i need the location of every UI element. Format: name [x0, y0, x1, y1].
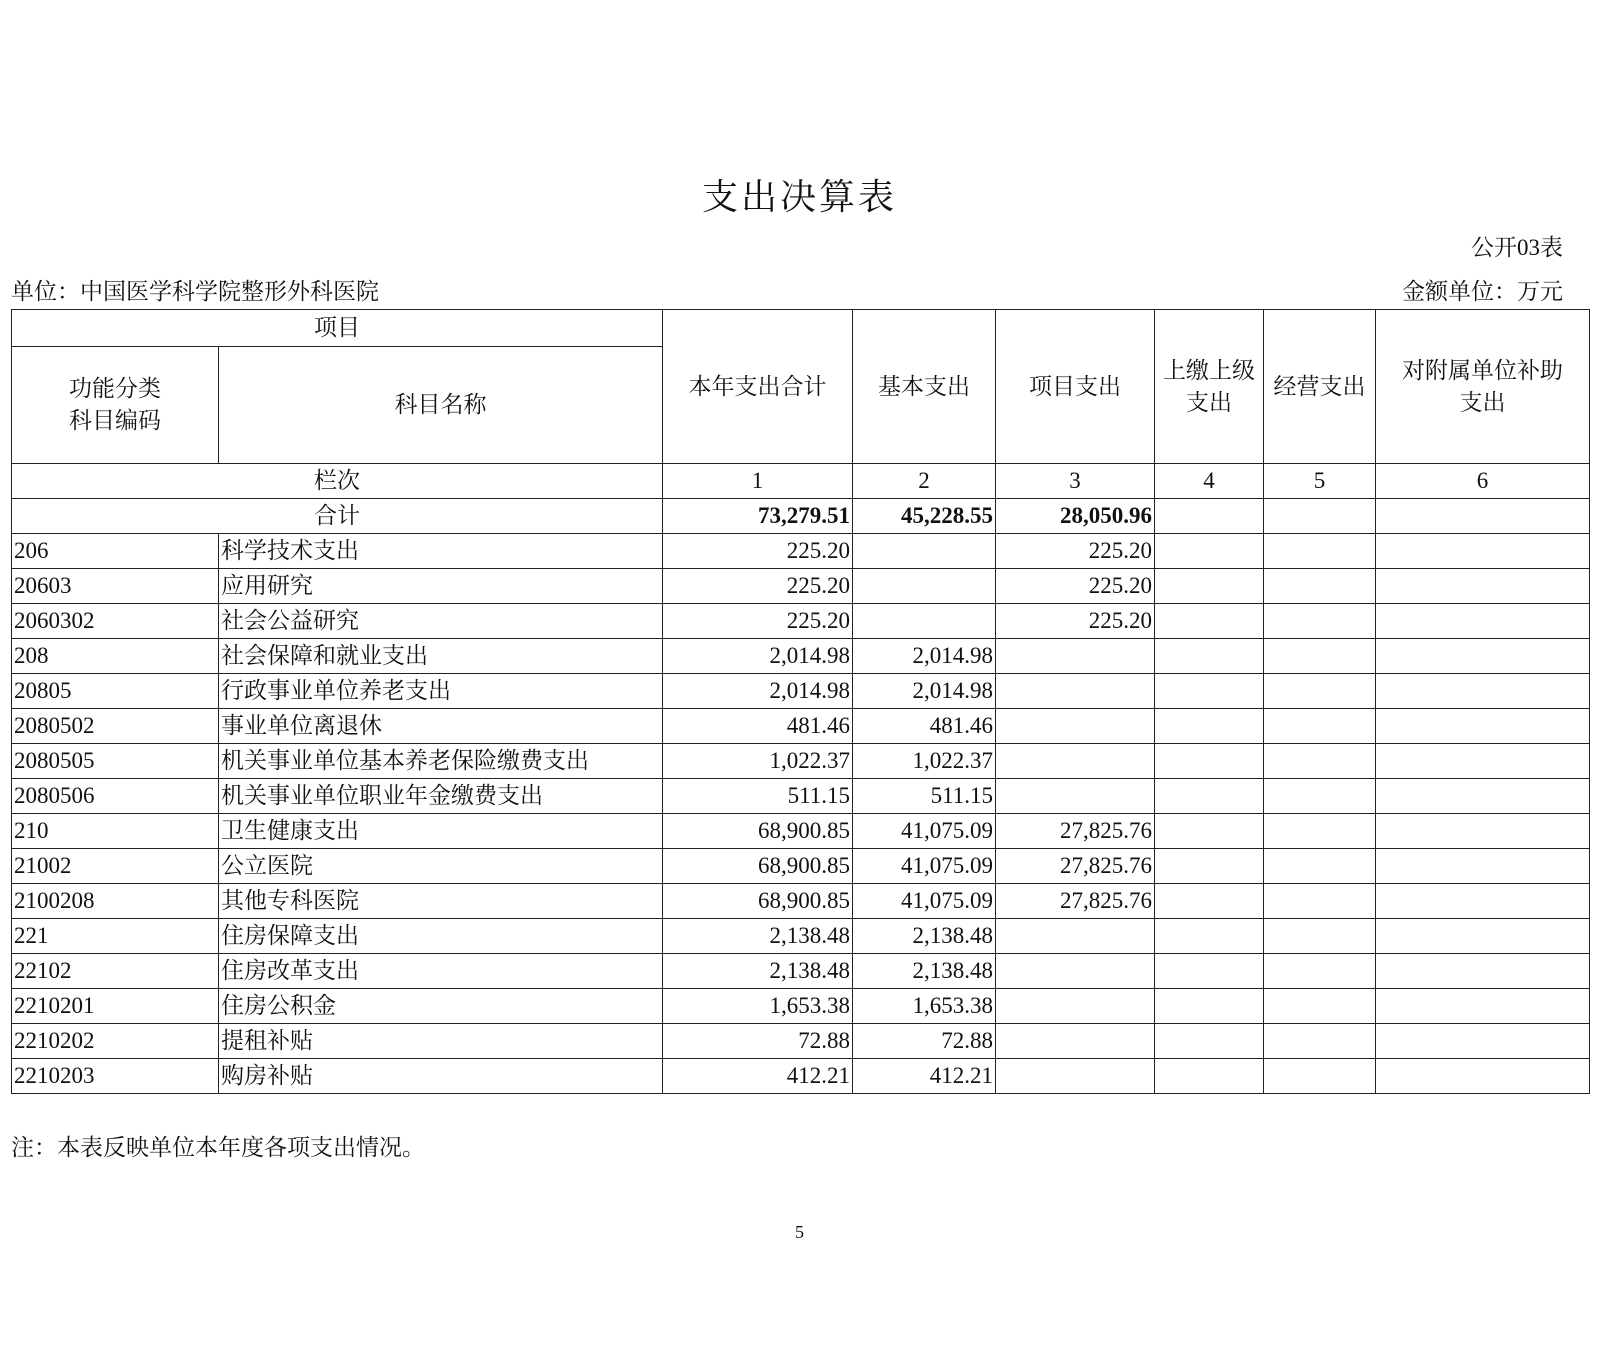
row-upper [1155, 814, 1264, 849]
row-upper [1155, 919, 1264, 954]
row-basic: 511.15 [853, 779, 996, 814]
header-upper-line2: 支出 [1186, 389, 1232, 415]
row-code: 20805 [12, 674, 219, 709]
total-subsidy [1376, 499, 1590, 534]
total-label: 合计 [12, 499, 663, 534]
row-code: 2210201 [12, 989, 219, 1024]
row-upper [1155, 954, 1264, 989]
header-func-code-line1: 功能分类 [69, 376, 161, 401]
row-total: 1,653.38 [663, 989, 853, 1024]
total-total: 73,279.51 [663, 499, 853, 534]
row-project [996, 1059, 1155, 1094]
page-title: 支出决算表 [701, 177, 897, 217]
header-lanci: 栏次 [12, 464, 663, 499]
total-row [12, 499, 1590, 534]
row-subject-name: 公立医院 [219, 849, 663, 884]
row-business [1264, 1059, 1376, 1094]
table-row [12, 744, 1590, 779]
col-num-3: 3 [996, 464, 1155, 499]
row-business [1264, 604, 1376, 639]
row-subject-name: 住房公积金 [219, 989, 663, 1024]
row-basic: 481.46 [853, 709, 996, 744]
row-basic: 2,138.48 [853, 954, 996, 989]
row-project [996, 919, 1155, 954]
table-row [12, 639, 1590, 674]
header-item: 项目 [12, 310, 663, 347]
header-func-code-line2: 科目编码 [69, 408, 161, 433]
table-row [12, 884, 1590, 919]
row-project: 27,825.76 [996, 884, 1155, 919]
row-total: 225.20 [663, 534, 853, 569]
row-total: 481.46 [663, 709, 853, 744]
row-subject-name: 机关事业单位职业年金缴费支出 [219, 779, 663, 814]
row-subject-name: 提租补贴 [219, 1024, 663, 1059]
row-subsidy [1376, 674, 1590, 709]
row-upper [1155, 709, 1264, 744]
row-subject-name: 行政事业单位养老支出 [219, 674, 663, 709]
row-subsidy [1376, 989, 1590, 1024]
table-note: 注：本表反映单位本年度各项支出情况。 [11, 1135, 425, 1160]
row-basic: 72.88 [853, 1024, 996, 1059]
row-upper [1155, 849, 1264, 884]
row-code: 22102 [12, 954, 219, 989]
header-subsidy-line1: 对附属单位补助 [1402, 357, 1563, 383]
row-business [1264, 569, 1376, 604]
row-project [996, 954, 1155, 989]
table-row [12, 919, 1590, 954]
header-project: 项目支出 [996, 310, 1155, 464]
row-subject-name: 机关事业单位基本养老保险缴费支出 [219, 744, 663, 779]
row-subsidy [1376, 639, 1590, 674]
row-business [1264, 954, 1376, 989]
row-business [1264, 814, 1376, 849]
row-basic: 2,014.98 [853, 639, 996, 674]
row-upper [1155, 989, 1264, 1024]
row-code: 2210202 [12, 1024, 219, 1059]
row-upper [1155, 884, 1264, 919]
total-project: 28,050.96 [996, 499, 1155, 534]
row-project: 27,825.76 [996, 814, 1155, 849]
row-code: 208 [12, 639, 219, 674]
row-subsidy [1376, 849, 1590, 884]
row-total: 412.21 [663, 1059, 853, 1094]
table-row [12, 1024, 1590, 1059]
table-row [12, 779, 1590, 814]
row-total: 2,138.48 [663, 919, 853, 954]
row-subsidy [1376, 814, 1590, 849]
row-upper [1155, 639, 1264, 674]
table-row [12, 604, 1590, 639]
row-total: 2,138.48 [663, 954, 853, 989]
row-project: 225.20 [996, 569, 1155, 604]
row-upper [1155, 744, 1264, 779]
header-business: 经营支出 [1264, 310, 1376, 464]
page-number: 5 [795, 1222, 804, 1242]
total-basic: 45,228.55 [853, 499, 996, 534]
header-subsidy-line2: 支出 [1459, 389, 1506, 415]
row-total: 2,014.98 [663, 639, 853, 674]
row-business [1264, 709, 1376, 744]
row-code: 206 [12, 534, 219, 569]
row-business [1264, 534, 1376, 569]
row-subject-name: 住房保障支出 [219, 919, 663, 954]
row-code: 2210203 [12, 1059, 219, 1094]
row-subsidy [1376, 709, 1590, 744]
row-code: 2080502 [12, 709, 219, 744]
row-subsidy [1376, 744, 1590, 779]
row-basic: 2,138.48 [853, 919, 996, 954]
row-subsidy [1376, 534, 1590, 569]
row-total: 511.15 [663, 779, 853, 814]
row-upper [1155, 604, 1264, 639]
header-subsidy [1376, 310, 1590, 464]
row-subject-name: 应用研究 [219, 569, 663, 604]
row-project [996, 989, 1155, 1024]
row-subject-name: 社会保障和就业支出 [219, 639, 663, 674]
form-number: 公开03表 [1471, 235, 1563, 260]
table-row [12, 569, 1590, 604]
row-business [1264, 639, 1376, 674]
table-row [12, 814, 1590, 849]
row-project [996, 639, 1155, 674]
row-upper [1155, 569, 1264, 604]
table-row [12, 1059, 1590, 1094]
row-subsidy [1376, 919, 1590, 954]
row-business [1264, 849, 1376, 884]
row-upper [1155, 1024, 1264, 1059]
row-basic [853, 534, 996, 569]
reporting-unit: 单位：中国医学科学院整形外科医院 [11, 279, 379, 304]
row-total: 72.88 [663, 1024, 853, 1059]
row-project [996, 674, 1155, 709]
total-business [1264, 499, 1376, 534]
row-subject-name: 事业单位离退休 [219, 709, 663, 744]
row-business [1264, 779, 1376, 814]
row-total: 225.20 [663, 569, 853, 604]
col-num-6: 6 [1376, 464, 1590, 499]
row-project [996, 709, 1155, 744]
table-row [12, 534, 1590, 569]
row-upper [1155, 1059, 1264, 1094]
row-subject-name: 社会公益研究 [219, 604, 663, 639]
table-row [12, 849, 1590, 884]
row-basic: 41,075.09 [853, 849, 996, 884]
row-upper [1155, 534, 1264, 569]
row-basic: 1,022.37 [853, 744, 996, 779]
row-code: 2080505 [12, 744, 219, 779]
row-code: 20603 [12, 569, 219, 604]
row-subject-name: 其他专科医院 [219, 884, 663, 919]
row-basic [853, 569, 996, 604]
row-business [1264, 744, 1376, 779]
table-row [12, 674, 1590, 709]
amount-unit: 金额单位：万元 [1402, 279, 1563, 304]
col-num-1: 1 [663, 464, 853, 499]
col-num-2: 2 [853, 464, 996, 499]
header-func-code [12, 347, 219, 464]
row-basic: 412.21 [853, 1059, 996, 1094]
row-total: 2,014.98 [663, 674, 853, 709]
row-subsidy [1376, 604, 1590, 639]
header-total: 本年支出合计 [663, 310, 853, 464]
row-subsidy [1376, 884, 1590, 919]
row-business [1264, 989, 1376, 1024]
row-business [1264, 674, 1376, 709]
row-upper [1155, 779, 1264, 814]
row-code: 210 [12, 814, 219, 849]
row-total: 68,900.85 [663, 849, 853, 884]
row-business [1264, 884, 1376, 919]
row-project [996, 744, 1155, 779]
row-business [1264, 919, 1376, 954]
row-code: 221 [12, 919, 219, 954]
total-upper [1155, 499, 1264, 534]
header-upper-line1: 上缴上级 [1163, 357, 1255, 383]
row-code: 2100208 [12, 884, 219, 919]
row-project [996, 779, 1155, 814]
row-total: 68,900.85 [663, 884, 853, 919]
row-subject-name: 购房补贴 [219, 1059, 663, 1094]
row-total: 225.20 [663, 604, 853, 639]
row-upper [1155, 674, 1264, 709]
row-code: 21002 [12, 849, 219, 884]
row-basic: 1,653.38 [853, 989, 996, 1024]
row-subject-name: 科学技术支出 [219, 534, 663, 569]
row-business [1264, 1024, 1376, 1059]
table-row [12, 954, 1590, 989]
row-project [996, 1024, 1155, 1059]
row-project: 225.20 [996, 604, 1155, 639]
row-subsidy [1376, 569, 1590, 604]
col-num-4: 4 [1155, 464, 1264, 499]
table-row [12, 709, 1590, 744]
row-basic: 41,075.09 [853, 814, 996, 849]
header-upper [1155, 310, 1264, 464]
row-total: 68,900.85 [663, 814, 853, 849]
row-subsidy [1376, 1024, 1590, 1059]
row-total: 1,022.37 [663, 744, 853, 779]
col-num-5: 5 [1264, 464, 1376, 499]
row-subject-name: 卫生健康支出 [219, 814, 663, 849]
row-subsidy [1376, 954, 1590, 989]
expenditure-table [11, 309, 1590, 1094]
row-code: 2060302 [12, 604, 219, 639]
row-basic [853, 604, 996, 639]
row-basic: 41,075.09 [853, 884, 996, 919]
table-row [12, 989, 1590, 1024]
row-subsidy [1376, 1059, 1590, 1094]
row-subject-name: 住房改革支出 [219, 954, 663, 989]
row-project: 27,825.76 [996, 849, 1155, 884]
row-code: 2080506 [12, 779, 219, 814]
header-basic: 基本支出 [853, 310, 996, 464]
header-subject-name: 科目名称 [219, 347, 663, 464]
row-project: 225.20 [996, 534, 1155, 569]
row-subsidy [1376, 779, 1590, 814]
row-basic: 2,014.98 [853, 674, 996, 709]
